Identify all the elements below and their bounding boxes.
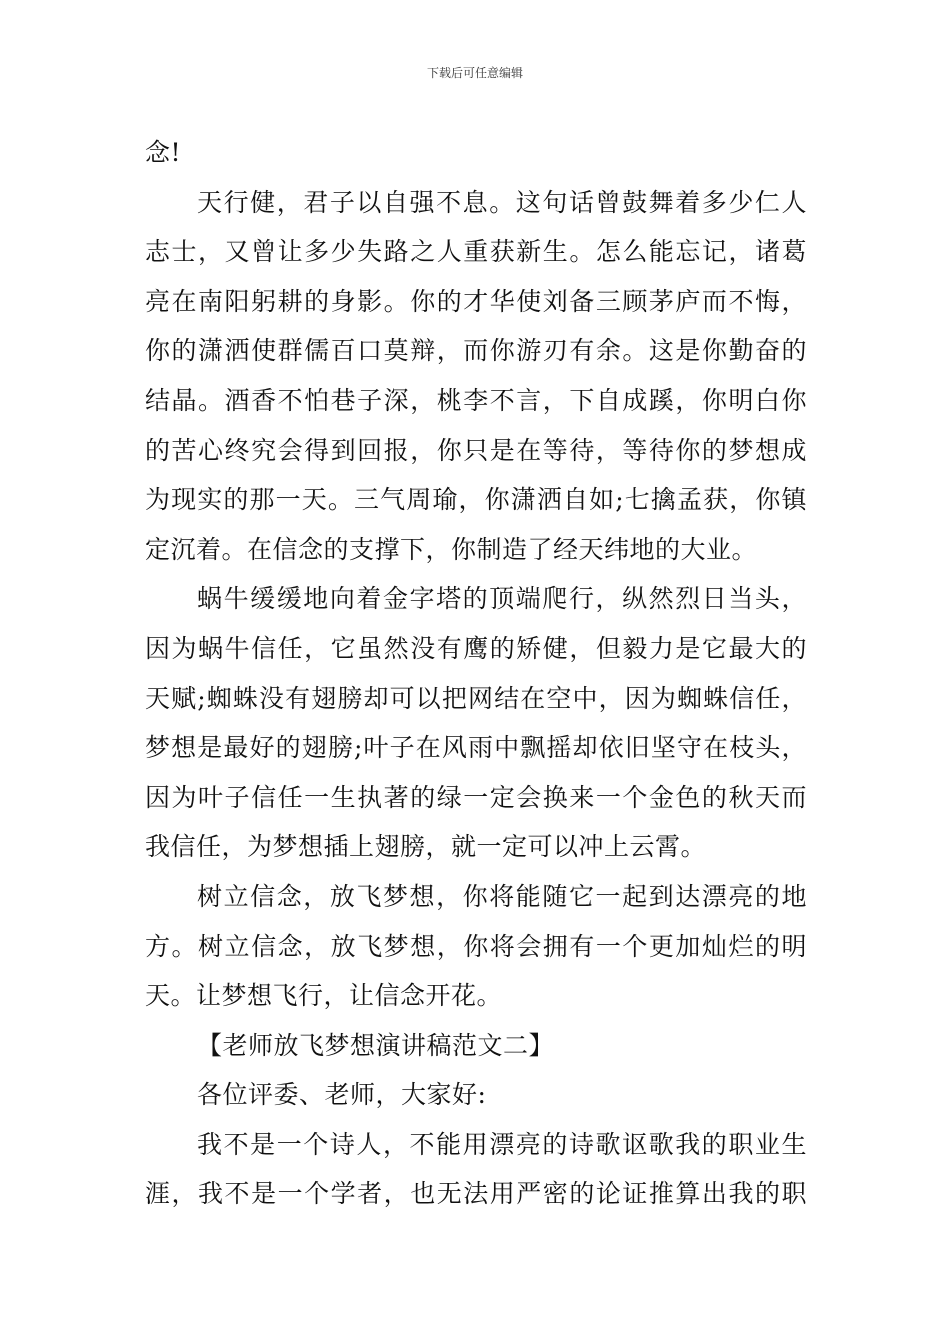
- text-line: 我信任，为梦想插上翅膀，就一定可以冲上云霄。: [145, 832, 707, 862]
- salutation: 各位评委、老师，大家好:: [197, 1080, 487, 1110]
- text-line: 蜗牛缓缓地向着金字塔的顶端爬行，纵然烈日当头，: [197, 584, 807, 614]
- page-header: 下载后可任意编辑: [426, 66, 523, 80]
- text-line: 天赋;蜘蛛没有翅膀却可以把网结在空中，因为蜘蛛信任，: [145, 683, 807, 713]
- text-line: 你的潇洒使群儒百口莫辩，而你游刃有余。这是你勤奋的: [145, 336, 807, 366]
- text-line: 梦想是最好的翅膀;叶子在风雨中飘摇却依旧坚守在枝头，: [145, 733, 807, 763]
- text-line: 我不是一个诗人，不能用漂亮的诗歌讴歌我的职业生: [197, 1129, 807, 1159]
- text-line: 天。让梦想飞行，让信念开花。: [145, 981, 503, 1011]
- text-line: 为现实的那一天。三气周瑜，你潇洒自如;七擒孟获，你镇: [145, 485, 807, 515]
- text-line: 结晶。酒香不怕巷子深，桃李不言，下自成蹊，你明白你: [145, 385, 807, 415]
- document-body: [145, 128, 807, 1219]
- text-line: 因为蜗牛信任，它虽然没有鹰的矫健，但毅力是它最大的: [145, 633, 807, 663]
- text-line: 涯，我不是一个学者，也无法用严密的论证推算出我的职: [145, 1179, 807, 1209]
- text-line: 念!: [145, 138, 182, 167]
- text-line: 天行健，君子以自强不息。这句话曾鼓舞着多少仁人: [197, 187, 807, 217]
- section-heading: 【老师放飞梦想演讲稿范文二】: [197, 1030, 555, 1060]
- text-line: 方。树立信念，放飞梦想，你将会拥有一个更加灿烂的明: [145, 931, 807, 961]
- text-line: 志士，又曾让多少失路之人重获新生。怎么能忘记，诸葛: [145, 237, 807, 267]
- text-line: 的苦心终究会得到回报，你只是在等待，等待你的梦想成: [145, 435, 807, 465]
- text-line: 因为叶子信任一生执著的绿一定会换来一个金色的秋天而: [145, 782, 807, 812]
- text-line: 树立信念，放飞梦想，你将能随它一起到达漂亮的地: [197, 881, 807, 911]
- text-line: 亮在南阳躬耕的身影。你的才华使刘备三顾茅庐而不悔，: [145, 286, 807, 316]
- text-line: 定沉着。在信念的支撑下，你制造了经天纬地的大业。: [145, 534, 758, 564]
